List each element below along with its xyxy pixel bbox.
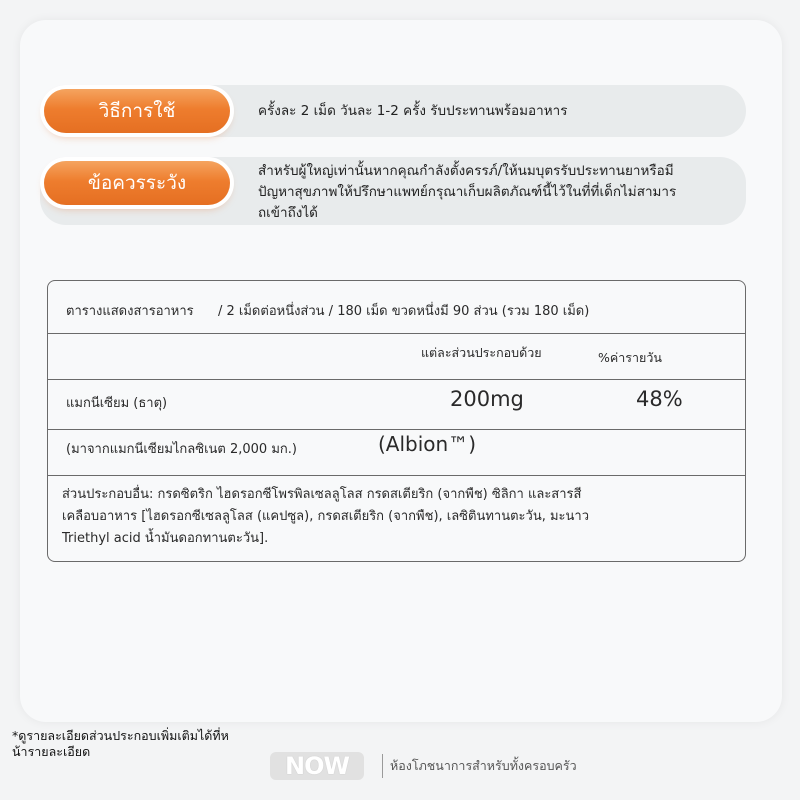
caution-label-pill: ข้อควรระวัง: [44, 161, 230, 205]
usage-row: [40, 85, 746, 137]
footer-divider: [382, 754, 383, 778]
albion-mark: (Albion™): [378, 432, 477, 456]
table-title: ตารางแสดงสารอาหาร: [66, 304, 194, 319]
divider: [48, 475, 745, 476]
col-header-daily-value: %ค่ารายวัน: [598, 350, 662, 365]
footnote: [12, 728, 229, 760]
caution-line: สำหรับผู้ใหญ่เท่านั้นหากคุณกำลังตั้งครรภ์/ให้นมบุตรรับประทานยาหรือมี: [258, 163, 674, 179]
divider: [48, 333, 745, 334]
caution-text: [258, 161, 676, 224]
caution-row: [40, 157, 746, 225]
nutrition-table: [47, 280, 746, 562]
other-ingredients: [62, 484, 589, 550]
footnote-line: น้ารายละเอียด: [12, 744, 91, 759]
usage-text: ครั้งละ 2 เม็ด วันละ 1-2 ครั้ง รับประทานพร้อมอาหาร: [258, 103, 568, 119]
divider: [48, 429, 745, 430]
serving-info: / 2 เม็ดต่อหนึ่งส่วน / 180 เม็ด ขวดหนึ่งมี 90 ส่วน (รวม 180 เม็ด): [218, 304, 590, 319]
caution-line: ถเข้าถึงได้: [258, 205, 318, 221]
ingredients-line: Triethyl acid น้ำมันดอกทานตะวัน].: [62, 531, 269, 546]
nutrient-amount: 200mg: [450, 387, 524, 411]
footnote-line: *ดูรายละเอียดส่วนประกอบเพิ่มเติมได้ที่ห: [12, 728, 229, 743]
tagline: ห้องโภชนาการสำหรับทั้งครอบครัว: [390, 758, 577, 773]
divider: [48, 379, 745, 380]
caution-line: ปัญหาสุขภาพให้ปรึกษาแพทย์กรุณาเก็บผลิตภัณฑ์นี้ไว้ในที่ที่เด็กไม่สามาร: [258, 184, 677, 200]
ingredients-line: เคลือบอาหาร [ไฮดรอกซีเซลลูโลส (แคปซูล), กรดสเตียริก (จากพืช), เลซิตินทานตะวัน, มะนาว: [62, 509, 590, 524]
nutrient-name: แมกนีเซียม (ธาตุ): [66, 396, 168, 411]
ingredients-line: ส่วนประกอบอื่น: กรดซิตริก ไฮดรอกซีโพรพิลเซลลูโลส กรดสเตียริก (จากพืช) ซิลิกา และสารสี: [62, 487, 582, 502]
nutrient-daily-value: 48%: [636, 387, 683, 411]
nutrient-source: (มาจากแมกนีเซียมไกลซิเนต 2,000 มก.): [66, 442, 297, 457]
usage-label-pill: วิธีการใช้: [44, 89, 230, 133]
now-logo: NOW: [270, 752, 364, 780]
col-header-amount: แต่ละส่วนประกอบด้วย: [421, 345, 542, 360]
